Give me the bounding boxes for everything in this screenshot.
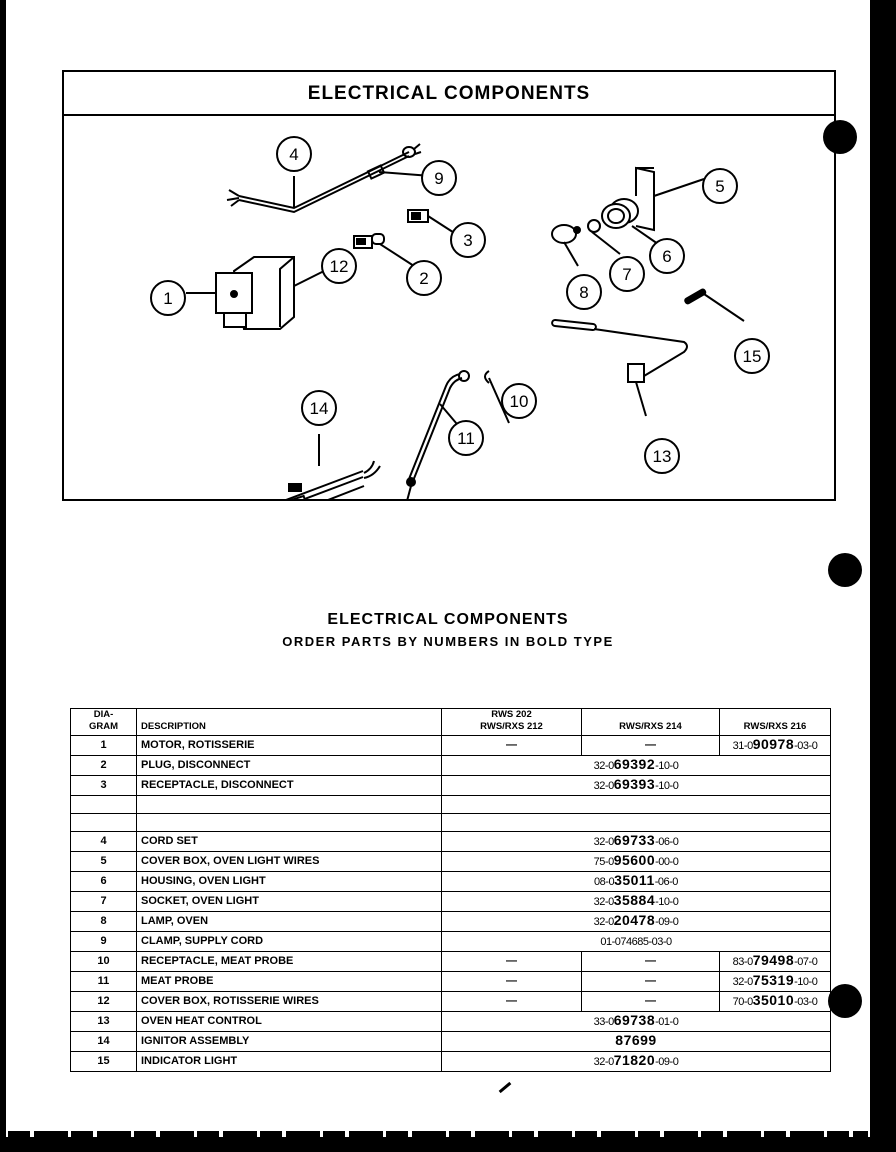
header-rws202-rxs212: RWS 202 RWS/RXS 212 [442,709,582,736]
diagram-number: 9 [71,932,137,952]
part-number-suffix: -10-0 [655,760,679,772]
part-number-bold: 69393 [613,776,656,792]
part-number-prefix: 33-0 [593,1016,614,1028]
parts-row [71,796,831,814]
part-description: SOCKET, OVEN LIGHT [137,892,442,912]
diagram-number: 1 [71,736,137,756]
part-number-suffix: -06-0 [655,836,679,848]
part-number-rxs216 [720,972,831,992]
parts-table-body [71,736,831,1072]
part-description: RECEPTACLE, MEAT PROBE [137,952,442,972]
parts-row [71,1052,831,1072]
svg-text:2: 2 [419,269,429,288]
diagram-title: ELECTRICAL COMPONENTS [64,72,834,116]
svg-text:9: 9 [434,169,444,188]
blank-cell [442,796,831,814]
indicator-light-illustration [684,289,744,321]
parts-row [71,912,831,932]
part-number-bold: 20478 [613,912,656,928]
stray-pen-mark [499,1082,512,1093]
part-number-rws202-rxs212: — [442,736,582,756]
part-number-rxs214: — [582,992,720,1012]
cord-set-illustration [227,144,431,212]
part-description: CLAMP, SUPPLY CORD [137,932,442,952]
diagram-number: 6 [71,872,137,892]
diagram-number: 15 [71,1052,137,1072]
part-number-prefix: 32-0 [593,1056,614,1068]
part-number-rxs214: — [582,952,720,972]
part-number-bold: 71820 [613,1052,656,1068]
part-number-suffix: -00-0 [655,856,679,868]
part-number-prefix: 31-0 [732,740,753,752]
part-number-suffix: -10-0 [794,976,818,988]
part-number-bold: 35011 [614,872,655,888]
parts-row [71,1032,831,1052]
parts-list-subtitle: ORDER PARTS BY NUMBERS IN BOLD TYPE [282,634,614,649]
parts-row [71,756,831,776]
part-number-all-models [442,1032,831,1052]
part-number-all-models [442,776,831,796]
exploded-parts-diagram [64,116,834,499]
parts-row [71,872,831,892]
part-description: IGNITOR ASSEMBLY [137,1032,442,1052]
svg-text:14: 14 [309,399,329,418]
part-number-rxs216 [720,992,831,1012]
header-rxs214: RWS/RXS 214 [582,709,720,736]
diagram-number: 7 [71,892,137,912]
svg-text:6: 6 [662,247,672,266]
part-number-suffix: -03-0 [794,996,818,1008]
part-number-prefix: 32-0 [593,780,614,792]
part-number-bold: 69392 [613,756,656,772]
part-number-bold: 87699 [615,1032,657,1048]
part-number-suffix: -09-0 [655,916,679,928]
svg-text:10: 10 [509,392,529,411]
part-number-rxs216 [720,952,831,972]
parts-row [71,776,831,796]
part-number-suffix: -07-0 [794,956,818,968]
diagram-number: 11 [71,972,137,992]
diagram-number: 8 [71,912,137,932]
ignitor-assembly-illustration [273,434,380,499]
part-number-suffix: -10-0 [655,896,679,908]
part-description: MEAT PROBE [137,972,442,992]
part-description: OVEN HEAT CONTROL [137,1012,442,1032]
parts-row [71,932,831,952]
part-number-prefix: 32-0 [593,760,614,772]
part-number-bold: 35010 [752,992,795,1008]
part-number-suffix: -09-0 [655,1056,679,1068]
part-number-all-models [442,756,831,776]
punch-hole-middle [828,553,862,587]
parts-row [71,852,831,872]
part-description [137,814,442,832]
motor-rotisserie-illustration [186,257,324,329]
part-number-all-models [442,1052,831,1072]
parts-row [71,972,831,992]
svg-text:8: 8 [579,283,589,302]
part-number-suffix: -03-0 [794,740,818,752]
diagram-number: 13 [71,1012,137,1032]
diagram-number: 12 [71,992,137,1012]
part-number-bold: 75319 [752,972,795,988]
part-description: MOTOR, ROTISSERIE [137,736,442,756]
parts-row [71,814,831,832]
part-number-all-models [442,932,831,952]
parts-row [71,992,831,1012]
part-number-prefix: 32-0 [593,896,614,908]
oven-heat-control-illustration [552,320,687,416]
plug-disconnect-illustration [354,234,414,266]
part-number-bold: 95600 [613,852,656,868]
part-description: LAMP, OVEN [137,912,442,932]
part-number-all-models [442,912,831,932]
parts-list-title: ELECTRICAL COMPONENTS [327,611,569,628]
receptacle-disconnect-illustration [408,210,459,236]
svg-text:11: 11 [457,429,475,448]
svg-text:3: 3 [463,231,473,250]
parts-table-header [71,709,831,736]
part-number-rws202-rxs212: — [442,972,582,992]
svg-text:1: 1 [163,289,173,308]
part-description: COVER BOX, ROTISSERIE WIRES [137,992,442,1012]
part-description: PLUG, DISCONNECT [137,756,442,776]
punch-hole-bottom [828,984,862,1018]
part-number-suffix: -01-0 [655,1016,679,1028]
part-number-prefix: 32-0 [593,916,614,928]
part-number-rxs214: — [582,736,720,756]
header-diagram: DIA- GRAM [71,709,137,736]
part-number-rws202-rxs212: — [442,952,582,972]
header-description: DESCRIPTION [137,709,442,736]
svg-text:7: 7 [622,265,632,284]
parts-row [71,952,831,972]
parts-row [71,832,831,852]
part-number-suffix: -10-0 [655,780,679,792]
part-number-all-models [442,1012,831,1032]
part-number-bold: 79498 [752,952,795,968]
diagram-number: 3 [71,776,137,796]
part-number-prefix: 83-0 [732,956,753,968]
svg-text:13: 13 [652,447,672,466]
parts-row [71,892,831,912]
part-number-prefix: 08-0 [594,876,615,888]
part-description [137,796,442,814]
diagram-number [71,814,137,832]
svg-text:12: 12 [329,257,349,276]
exploded-diagram-panel [62,70,836,501]
parts-row [71,736,831,756]
part-number-prefix: 32-0 [593,836,614,848]
parts-row [71,1012,831,1032]
part-description: RECEPTACLE, DISCONNECT [137,776,442,796]
diagram-number: 5 [71,852,137,872]
part-description: HOUSING, OVEN LIGHT [137,872,442,892]
scan-edge-left [0,0,6,1152]
scan-edge-bottom [0,1137,896,1152]
part-number-all-models [442,852,831,872]
part-number-bold: 90978 [752,736,795,752]
part-number-prefix: 75-0 [593,856,614,868]
diagram-number: 2 [71,756,137,776]
part-number-bold: 69738 [613,1012,656,1028]
diagram-number: 4 [71,832,137,852]
part-number-suffix: -06-0 [654,876,678,888]
scan-edge-right [870,0,896,1152]
part-description: COVER BOX, OVEN LIGHT WIRES [137,852,442,872]
diagram-number [71,796,137,814]
part-number-bold: 69733 [613,832,656,848]
svg-text:5: 5 [715,177,725,196]
svg-text:15: 15 [742,347,762,366]
diagram-number: 10 [71,952,137,972]
part-number-all-models [442,892,831,912]
part-number-prefix: 32-0 [732,976,753,988]
blank-cell [442,814,831,832]
part-number-bold: 35884 [613,892,656,908]
svg-text:4: 4 [289,145,299,164]
part-description: CORD SET [137,832,442,852]
part-number-rws202-rxs212: — [442,992,582,1012]
part-number-all-models [442,872,831,892]
part-number-prefix: 01-074685-03-0 [600,936,672,948]
parts-table [70,708,831,1072]
part-number-rxs216 [720,736,831,756]
part-description: INDICATOR LIGHT [137,1052,442,1072]
part-number-rxs214: — [582,972,720,992]
header-rxs216: RWS/RXS 216 [720,709,831,736]
diagram-number: 14 [71,1032,137,1052]
part-number-prefix: 70-0 [732,996,753,1008]
part-number-all-models [442,832,831,852]
